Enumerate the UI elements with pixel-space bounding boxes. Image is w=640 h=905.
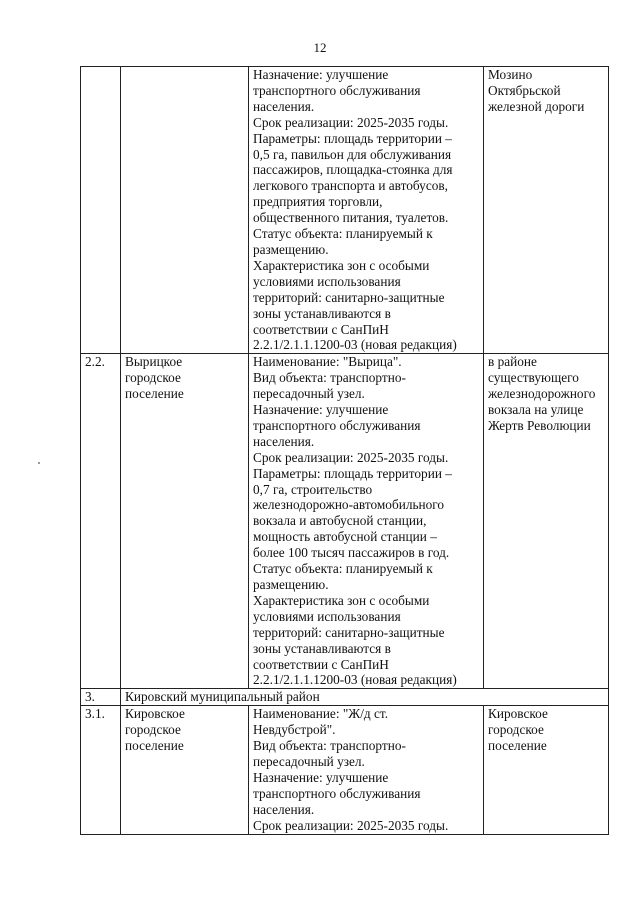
text-line: железнодорожного: [488, 386, 596, 402]
location-cell: [484, 67, 609, 354]
text-line: Статус объекта: планируемый к: [253, 561, 433, 577]
details-cell: [249, 67, 484, 354]
text-line: вокзала и автобусной станции,: [253, 513, 427, 529]
text-line: транспортного обслуживания: [253, 417, 421, 433]
text-line: поселение: [488, 738, 547, 754]
text-line: городское: [488, 722, 544, 738]
section-title: Кировский муниципальный район: [121, 689, 609, 706]
text-line: пересадочный узел.: [253, 753, 365, 769]
text-line: зоны устанавливаются в: [253, 305, 391, 321]
text-line: существующего: [488, 370, 579, 386]
text-line: Назначение: улучшение: [253, 67, 389, 82]
text-line: населения.: [253, 801, 315, 817]
district-cell: [121, 67, 249, 354]
text-line: общественного питания, туалетов.: [253, 210, 449, 226]
page-number: 12: [313, 40, 327, 55]
location-cell: [484, 706, 609, 834]
table-row: [81, 706, 609, 834]
text-line: вокзала на улице: [488, 402, 584, 418]
text-line: Срок реализации: 2025-2035 годы.: [253, 817, 449, 833]
planning-table: [80, 66, 609, 835]
text-line: соответствии с СанПиН: [253, 656, 389, 672]
text-line: Назначение: улучшение: [253, 769, 389, 785]
text-line: территорий: санитарно-защитные: [253, 624, 445, 640]
text-line: пассажиров, площадка-стоянка для: [253, 162, 453, 178]
text-line: мощность автобусной станции –: [253, 529, 437, 545]
details-cell: [249, 354, 484, 689]
text-line: населения.: [253, 433, 315, 449]
text-line: условиями использования: [253, 608, 401, 624]
text-line: Наименование: "Ж/д ст.: [253, 706, 389, 722]
details-cell: [249, 706, 484, 834]
text-line: территорий: санитарно-защитные: [253, 289, 445, 305]
text-line: условиями использования: [253, 273, 401, 289]
table-row: [81, 67, 609, 354]
section-row: [81, 689, 609, 706]
text-line: Мозино: [488, 67, 533, 82]
text-line: Характеристика зон с особыми: [253, 592, 430, 608]
table-row: [81, 354, 609, 689]
text-line: Вырицкое: [125, 354, 183, 370]
text-line: Наименование: "Вырица".: [253, 354, 402, 370]
location-cell: [484, 354, 609, 689]
text-line: Невдубстрой".: [253, 722, 336, 738]
text-line: более 100 тысяч пассажиров в год.: [253, 545, 450, 561]
text-line: Кировское: [125, 706, 185, 722]
text-line: городское: [125, 370, 181, 386]
text-line: соответствии с СанПиН: [253, 321, 389, 337]
text-line: размещению.: [253, 577, 329, 592]
text-line: зоны устанавливаются в: [253, 640, 391, 656]
row-number-cell: [81, 67, 121, 354]
text-line: в районе: [488, 354, 537, 370]
text-line: населения.: [253, 98, 315, 114]
text-line: Назначение: улучшение: [253, 402, 389, 418]
text-line: Срок реализации: 2025-2035 годы.: [253, 449, 449, 465]
text-line: Жертв Революции: [488, 417, 591, 433]
row-number-cell: 3.: [81, 689, 121, 706]
row-number-cell: 3.1.: [81, 706, 121, 834]
text-line: поселение: [125, 386, 184, 402]
text-line: Характеристика зон с особыми: [253, 257, 430, 273]
text-line: легкового транспорта и автобусов,: [253, 178, 448, 194]
scan-speck: [38, 462, 40, 464]
text-line: Параметры: площадь территории –: [253, 130, 452, 146]
text-line: транспортного обслуживания: [253, 82, 421, 98]
text-line: 0,7 га, строительство: [253, 481, 373, 497]
text-line: Статус объекта: планируемый к: [253, 226, 433, 242]
text-line: 0,5 га, павильон для обслуживания: [253, 146, 452, 162]
text-line: поселение: [125, 738, 184, 754]
text-line: Вид объекта: транспортно-: [253, 738, 406, 754]
text-line: размещению.: [253, 241, 329, 257]
text-line: предприятия торговли,: [253, 194, 383, 210]
text-line: 2.2.1/2.1.1.1200-03 (новая редакция): [253, 337, 457, 353]
text-line: железной дороги: [488, 98, 585, 114]
district-cell: [121, 706, 249, 834]
text-line: Октябрьской: [488, 82, 561, 98]
text-line: железнодорожно-автомобильного: [253, 497, 445, 513]
row-number-cell: 2.2.: [81, 354, 121, 689]
text-line: Вид объекта: транспортно-: [253, 370, 406, 386]
text-line: Срок реализации: 2025-2035 годы.: [253, 114, 449, 130]
text-line: пересадочный узел.: [253, 386, 365, 402]
text-line: Параметры: площадь территории –: [253, 465, 452, 481]
district-cell: [121, 354, 249, 689]
text-line: 2.2.1/2.1.1.1200-03 (новая редакция): [253, 672, 457, 688]
text-line: Кировское: [488, 706, 548, 722]
text-line: городское: [125, 722, 181, 738]
text-line: транспортного обслуживания: [253, 785, 421, 801]
